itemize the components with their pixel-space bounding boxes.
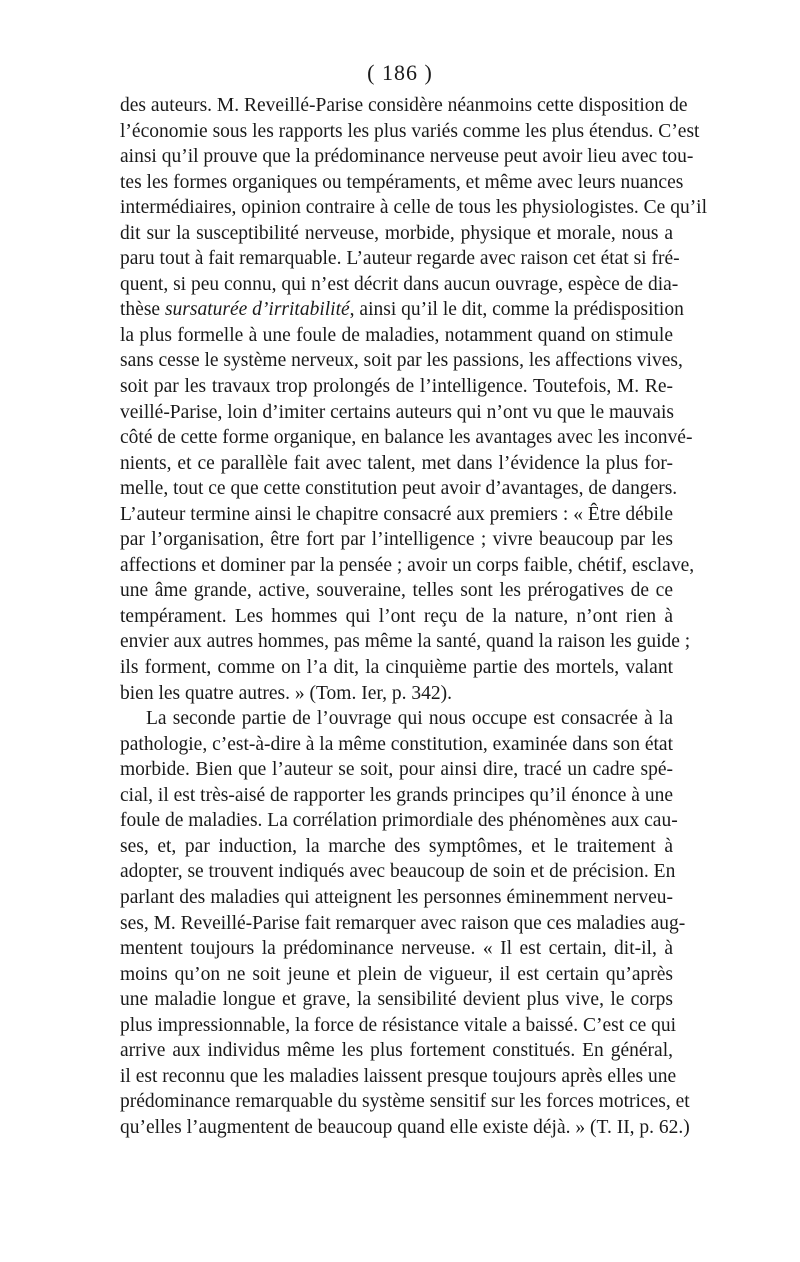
text-line: des auteurs. M. Reveillé-Parise considère néanmoins cette disposition de xyxy=(120,95,688,116)
text-line: mentent toujours la prédominance nerveuse. « Il est certain, dit-il, à xyxy=(120,938,673,960)
page-number: ( 186 ) xyxy=(367,60,433,85)
text-line: L’auteur termine ainsi le chapitre consacré aux premiers : « Être débile xyxy=(120,503,673,525)
text-line: ses, et, par induction, la marche des symptômes, et le traitement à xyxy=(120,835,673,857)
text-line: pathologie, c’est-à-dire à la même constitution, examinée dans son état xyxy=(120,733,673,755)
text-line: nients, et ce parallèle fait avec talent, met dans l’évidence la plus for- xyxy=(120,452,673,474)
text-line: l’économie sous les rapports les plus variés comme les plus étendus. C’est xyxy=(120,120,700,142)
text-line: ainsi qu’il prouve que la prédominance nerveuse peut avoir lieu avec tou- xyxy=(120,146,694,168)
text-line: parlant des maladies qui atteignent les personnes éminemment nerveu- xyxy=(120,886,673,908)
text-line: melle, tout ce que cette constitution peut avoir d’avantages, de dangers. xyxy=(120,478,678,500)
text-line: une âme grande, active, souveraine, telles sont les prérogatives de ce xyxy=(120,580,673,602)
text-line: moins qu’on ne soit jeune et plein de vigueur, il est certain qu’après xyxy=(120,963,673,985)
text-line: tempérament. Les hommes qui l’ont reçu de la nature, n’ont rien à xyxy=(120,605,673,627)
text-line: morbide. Bien que l’auteur se soit, pour ainsi dire, tracé un cadre spé- xyxy=(120,759,673,781)
text-line: une maladie longue et grave, la sensibilité devient plus vive, le corps xyxy=(120,989,673,1011)
text-line: adopter, se trouvent indiqués avec beaucoup de soin et de précision. En xyxy=(120,861,676,883)
text-line: intermédiaires, opinion contraire à celle de tous les physiologistes. Ce qu’il xyxy=(120,197,708,219)
text-line: La seconde partie de l’ouvrage qui nous occupe est consacrée à la xyxy=(146,708,673,730)
text-line: affections et dominer par la pensée ; avoir un corps faible, chétif, esclave, xyxy=(120,554,695,576)
text-line: ils forment, comme on l’a dit, la cinquième partie des mortels, valant xyxy=(120,657,673,679)
text-line: la plus formelle à une foule de maladies, notamment quand on stimule xyxy=(120,324,673,346)
text-line: il est reconnu que les maladies laissent presque toujours après elles une xyxy=(120,1065,677,1087)
text-line: veillé-Parise, loin d’imiter certains auteurs qui n’ont vu que le mauvais xyxy=(120,401,674,423)
text-line: tes les formes organiques ou tempéraments, et même avec leurs nuances xyxy=(120,171,684,193)
paragraph-2 xyxy=(120,706,690,1140)
text-line: qu’elles l’augmentent de beaucoup quand elle existe déjà. » (T. II, p. 62.) xyxy=(120,1116,690,1138)
italic-phrase: sursaturée d’irritabilité xyxy=(164,299,350,321)
text-line: foule de maladies. La corrélation primordiale des phénomènes aux cau- xyxy=(120,810,678,832)
text-line: sans cesse le système nerveux, soit par les passions, les affections vives, xyxy=(120,350,683,372)
text-line: cial, il est très-aisé de rapporter les grands principes qu’il énonce à une xyxy=(120,784,673,806)
text-line: par l’organisation, être fort par l’intelligence ; vivre beaucoup par les xyxy=(120,529,673,551)
body-text xyxy=(120,93,708,1140)
text-line: envier aux autres hommes, pas même la santé, quand la raison les guide ; xyxy=(120,631,691,653)
text-line: prédominance remarquable du système sensitif sur les forces motrices, et xyxy=(120,1091,690,1113)
text-line: bien les quatre autres. » (Tom. Ier, p. 342). xyxy=(120,682,452,704)
text-line: côté de cette forme organique, en balance les avantages avec les inconvé- xyxy=(120,427,693,449)
text-line-with-italic: thèse sursaturée d’irritabilité, ainsi qu’il le dit, comme la prédisposition xyxy=(120,299,684,321)
text-line: quent, si peu connu, qui n’est décrit dans aucun ouvrage, espèce de dia- xyxy=(120,273,679,295)
text-line: ses, M. Reveillé-Parise fait remarquer avec raison que ces maladies aug- xyxy=(120,912,686,934)
text-line: arrive aux individus même les plus fortement constitués. En général, xyxy=(120,1040,673,1062)
text-line: soit par les travaux trop prolongés de l’intelligence. Toutefois, M. Re- xyxy=(120,376,673,398)
text-line: plus impressionnable, la force de résistance vitale a baissé. C’est ce qui xyxy=(120,1014,677,1036)
paragraph-1 xyxy=(120,93,708,706)
text-line: paru tout à fait remarquable. L’auteur regarde avec raison cet état si fré- xyxy=(120,248,680,270)
text-line: dit sur la susceptibilité nerveuse, morbide, physique et morale, nous a xyxy=(120,222,673,244)
